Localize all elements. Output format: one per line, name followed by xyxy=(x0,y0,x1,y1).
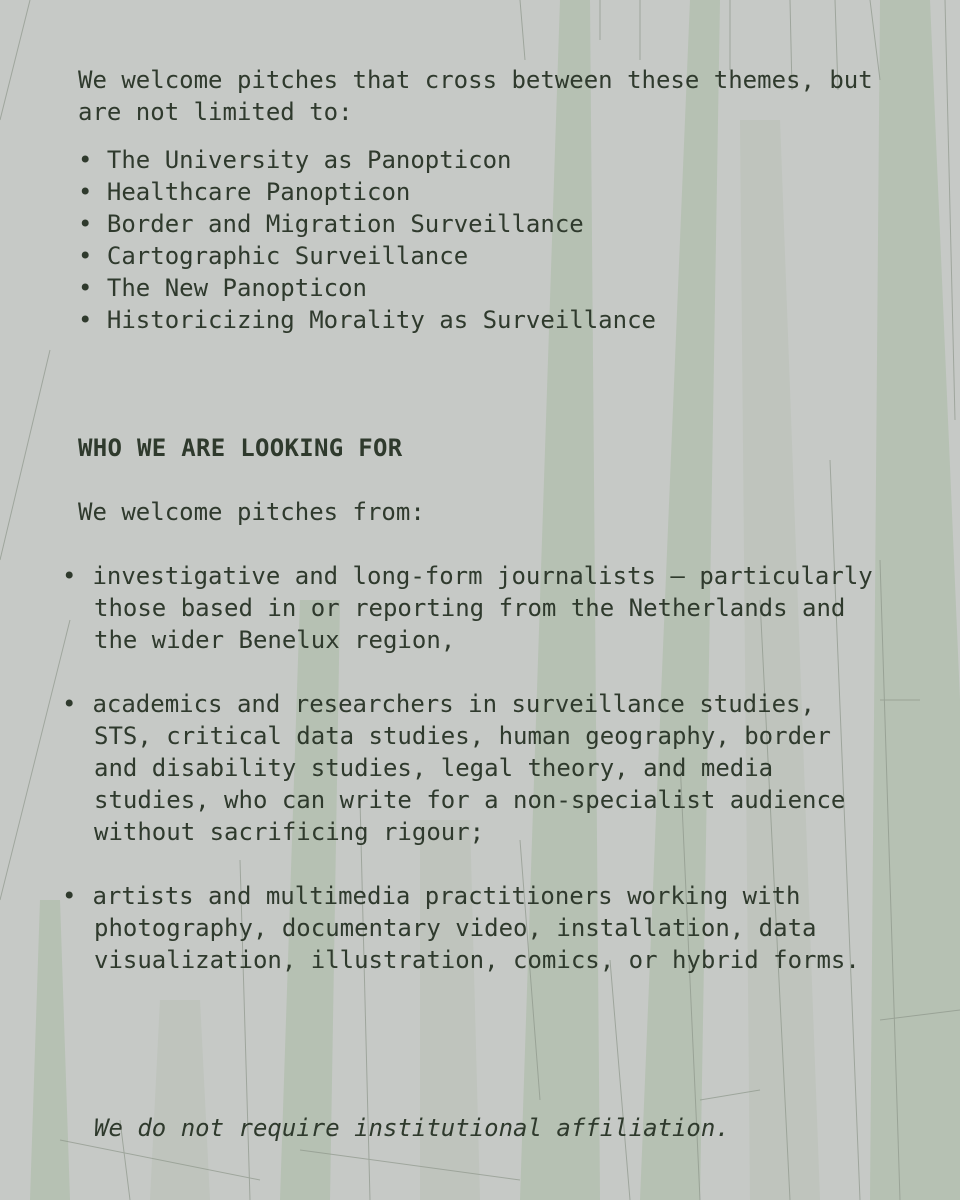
main-content xyxy=(78,64,878,1008)
list-item: artists and multimedia practitioners working with photography, documentary video, installation, data visualization, illustration, comics, or hybrid forms. xyxy=(92,882,860,974)
list-item: investigative and long-form journalists — particularly those based in or reporting from the Netherlands and the wider Benelux region, xyxy=(92,562,873,654)
bullet: • xyxy=(78,306,93,334)
bullet: • xyxy=(78,178,93,206)
list-item: academics and researchers in surveillance studies, STS, critical data studies, human geography, border and disability studies, legal theory, and media studies, who can write for a non-specialist audience without sacrificing rigour; xyxy=(92,690,846,846)
who-intro: We welcome pitches from: xyxy=(78,498,425,526)
themes-list xyxy=(78,144,878,336)
list-item: • Historicizing Morality as Surveillance xyxy=(78,306,656,334)
intro-paragraph: We welcome pitches that cross between these themes, but are not limited to: xyxy=(78,66,873,126)
closing-note: We do not require institutional affiliation. xyxy=(94,1114,730,1142)
list-item: • The University as Panopticon xyxy=(78,146,512,174)
who-list xyxy=(78,560,878,976)
bullet: • xyxy=(78,210,93,238)
section-heading: WHO WE ARE LOOKING FOR xyxy=(78,434,403,462)
list-item: • Border and Migration Surveillance xyxy=(78,210,584,238)
list-item: • Healthcare Panopticon xyxy=(78,178,411,206)
list-item: • Cartographic Surveillance xyxy=(78,242,469,270)
bullet: • xyxy=(78,146,93,174)
list-item: • The New Panopticon xyxy=(78,274,367,302)
bullet: • xyxy=(78,274,93,302)
bullet: • xyxy=(78,242,93,270)
